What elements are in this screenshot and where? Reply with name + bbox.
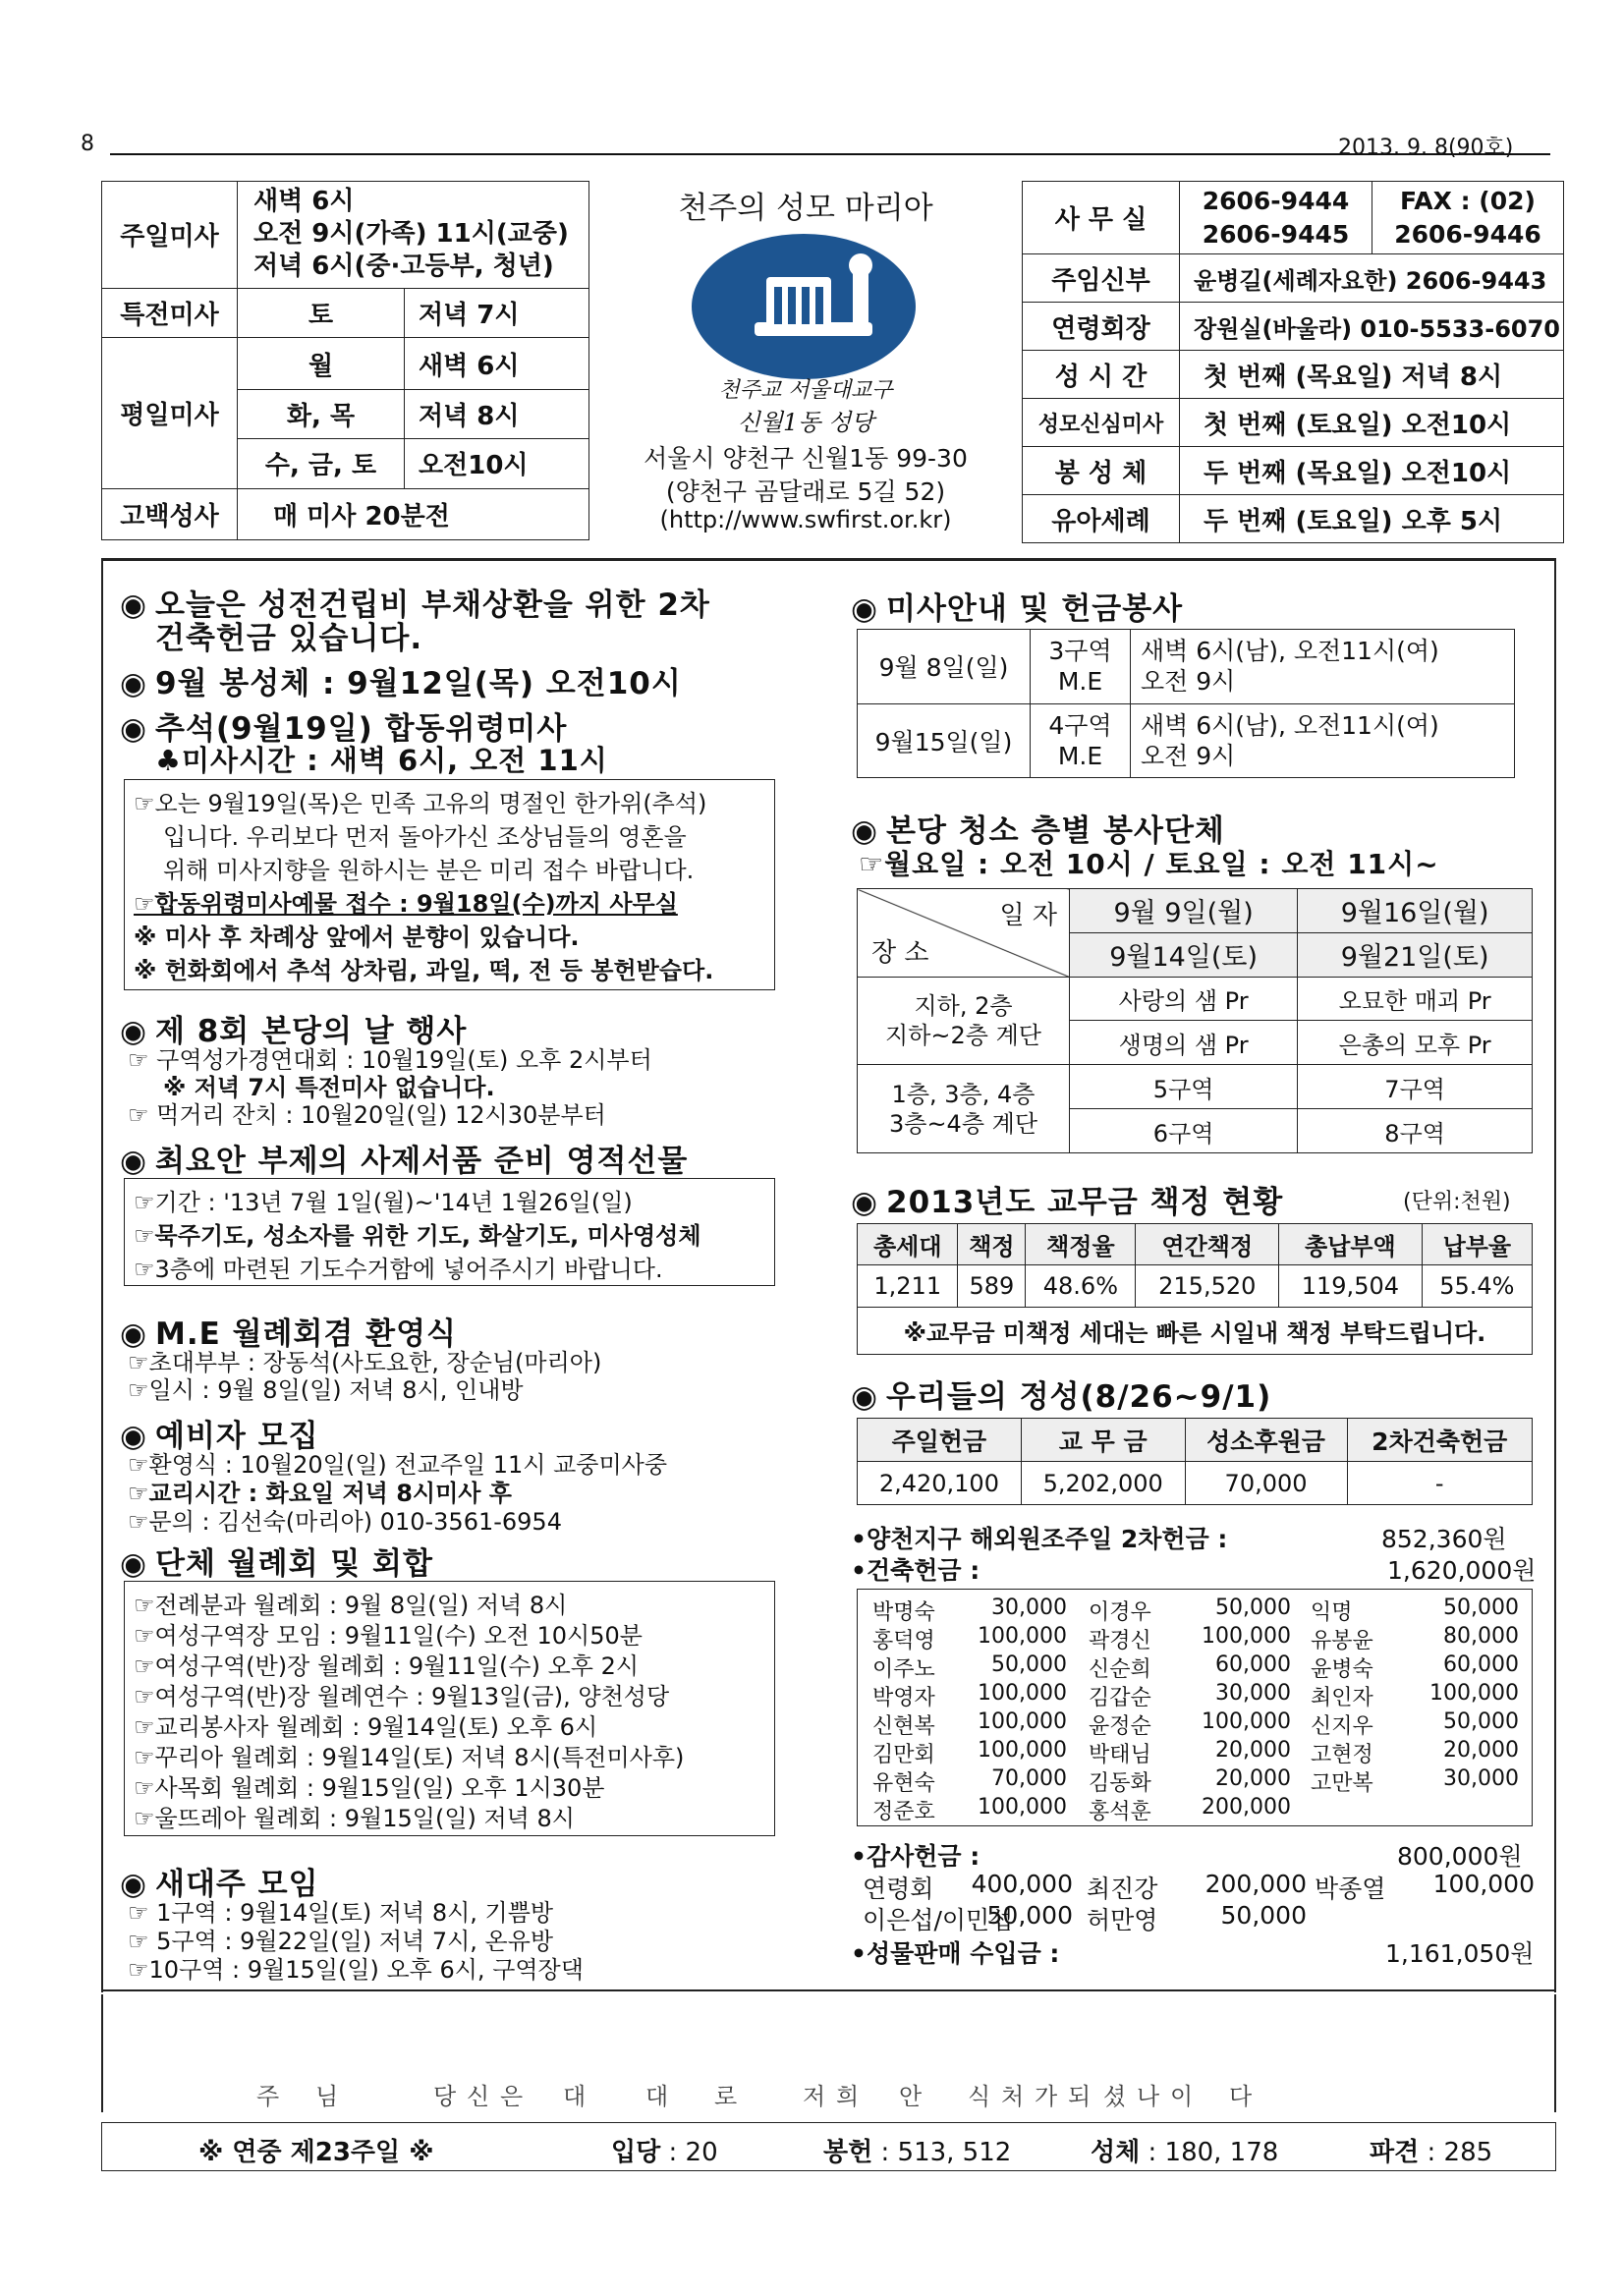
overseas-label: •양천지구 해외원조주일 2차헌금 : — [851, 1525, 1228, 1553]
donor-amount: 30,000 — [1215, 1681, 1291, 1706]
donor-amount: 100,000 — [978, 1738, 1067, 1763]
lyric-syllable: 이 — [1170, 2083, 1194, 2110]
mass-group — [1031, 630, 1131, 704]
place-line: 1층, 3층, 4층 — [891, 1080, 1036, 1108]
bullet-icon: ◉ — [120, 1316, 148, 1352]
lyrics-line — [101, 2077, 1556, 2108]
contact-value: 두 번째 (목요일) 오전10시 — [1180, 447, 1564, 495]
offering-value: 70,000 — [1185, 1462, 1347, 1505]
thanks-label: •감사헌금 : — [851, 1842, 980, 1871]
fax-line: FAX : (02) — [1400, 186, 1536, 215]
contact-value: 두 번째 (토요일) 오후 5시 — [1180, 495, 1564, 543]
lyric-syllable: 은 — [500, 2083, 524, 2110]
date-cell: 9월 9일(월) — [1070, 889, 1298, 933]
info-line: ☞초대부부 : 장동석(사도요한, 장순님(마리아) — [128, 1349, 602, 1376]
offertory-hymn: 봉헌 : 513, 512 — [823, 2138, 1012, 2167]
contact-value: 첫 번째 (목요일) 저녁 8시 — [1180, 351, 1564, 399]
box-line: 입니다. 우리보다 먼저 돌아가신 조상님들의 영혼을 — [163, 823, 687, 851]
lyric-syllable: 처 — [1001, 2083, 1025, 2110]
mass-time-line: ♣미사시간 : 새벽 6시, 오전 11시 — [155, 744, 608, 777]
bullet-icon: ◉ — [120, 711, 148, 747]
dues-value: 119,504 — [1279, 1265, 1423, 1307]
main-frame-bottom — [101, 1989, 1556, 1991]
box-line: ☞기간 : '13년 7월 1일(월)~'14년 1월26일(일) — [134, 1189, 633, 1216]
donor-amount: 50,000 — [1215, 1596, 1291, 1620]
place-line: 3층~4층 계단 — [888, 1109, 1037, 1138]
lyric-syllable: 희 — [836, 2083, 860, 2110]
entrance-label: 입당 — [611, 2138, 661, 2167]
dues-note: ※교무금 미책정 세대는 빠른 시일내 책정 부탁드립니다. — [858, 1307, 1533, 1354]
dues-table — [857, 1223, 1533, 1355]
lyric-syllable: 주 — [256, 2083, 280, 2110]
unit-label: (단위:천원) — [1403, 1190, 1511, 1214]
heading-text: 단체 월례회 및 회합 — [155, 1546, 433, 1582]
offering-value: - — [1347, 1462, 1533, 1505]
thanks-name: 이은섭/이민섭 — [863, 1906, 1014, 1934]
donor-name: 박명숙 — [872, 1600, 935, 1625]
donor-name: 박태님 — [1089, 1743, 1151, 1767]
bullet-icon: ◉ — [851, 813, 879, 849]
donor-name: 윤병숙 — [1311, 1657, 1373, 1682]
issue-date: 2013. 9. 8(90호) — [1338, 136, 1514, 160]
place-cell — [858, 977, 1070, 1065]
thanks-name: 연령회 — [863, 1875, 934, 1903]
special-mass-label: 특전미사 — [102, 288, 238, 337]
bullet-icon: ◉ — [851, 591, 879, 627]
goods-label: •성물판매 수입금 : — [851, 1939, 1060, 1968]
offertory-value: 513, 512 — [897, 2138, 1012, 2167]
donor-name: 정준호 — [872, 1800, 935, 1824]
office-phone: 2606-9445 — [1202, 219, 1350, 249]
dues-value: 589 — [958, 1265, 1026, 1307]
donor-amount: 200,000 — [1202, 1795, 1291, 1820]
time-line: 새벽 6시(남), 오전11시(여) — [1141, 710, 1439, 740]
goods-value: 1,161,050원 — [1385, 1939, 1535, 1968]
group-cell: 사랑의 샘 Pr — [1070, 977, 1298, 1021]
bullet-icon: ◉ — [851, 1379, 879, 1415]
group-line: 3구역 — [1048, 637, 1112, 666]
recessional-hymn: 파견 : 285 — [1370, 2138, 1493, 2167]
offertory-label: 봉헌 — [823, 2138, 873, 2167]
box-line: ☞교리봉사자 월례회 : 9월14일(토) 오후 6시 — [134, 1713, 598, 1741]
lyric-syllable: 님 — [315, 2083, 339, 2110]
thanks-amount: 50,000 — [986, 1901, 1073, 1930]
place-line: 지하, 2층 — [914, 991, 1013, 1020]
communion-label: 성체 — [1091, 2138, 1141, 2167]
lyric-syllable: 로 — [714, 2083, 738, 2110]
sunday-mass-label: 주일미사 — [102, 182, 238, 289]
lyric-syllable: 대 — [645, 2083, 669, 2110]
lyric-syllable: 신 — [467, 2083, 490, 2110]
lyric-syllable: 안 — [899, 2083, 923, 2110]
entrance-value: 20 — [685, 2138, 718, 2167]
bullet-icon: ◉ — [120, 1014, 148, 1049]
box-line: ☞울뜨레아 월례회 : 9월15일(일) 저녁 8시 — [134, 1805, 575, 1832]
place-cell — [858, 1065, 1070, 1153]
building-label: •건축헌금 : — [851, 1556, 980, 1585]
special-mass-time: 저녁 7시 — [405, 288, 589, 337]
info-line: ☞환영식 : 10월20일(일) 전교주일 11시 교중미사중 — [128, 1451, 668, 1479]
heading-text: 미사안내 및 헌금봉사 — [886, 591, 1184, 627]
donor-amount: 100,000 — [978, 1624, 1067, 1649]
box-line: ☞3층에 마련된 기도수거함에 넣어주시기 바랍니다. — [134, 1256, 663, 1283]
donor-amount: 20,000 — [1443, 1738, 1519, 1763]
date-cell: 9월14일(토) — [1070, 932, 1298, 977]
donor-name: 고현정 — [1311, 1743, 1373, 1767]
section-heading — [851, 1177, 1283, 1221]
donor-name: 홍덕영 — [872, 1629, 935, 1653]
dues-value: 55.4% — [1422, 1265, 1532, 1307]
donor-amount: 100,000 — [978, 1795, 1067, 1820]
thanks-amount: 400,000 — [971, 1870, 1073, 1898]
place-line: 지하~2층 계단 — [885, 1021, 1041, 1049]
donor-name: 신순희 — [1089, 1657, 1151, 1682]
dues-value: 1,211 — [858, 1265, 958, 1307]
box-line: ☞여성구역(반)장 월례회 : 9월11일(수) 오후 2시 — [134, 1652, 640, 1680]
box-line: 위해 미사지향을 원하시는 분은 미리 접수 바랍니다. — [163, 857, 695, 884]
parish-road-address: (양천구 곰달래로 5길 52) — [665, 477, 946, 506]
cleaning-corner — [858, 889, 1070, 978]
time-line: 새벽 6시(남), 오전11시(여) — [1141, 637, 1439, 666]
dues-value: 48.6% — [1026, 1265, 1136, 1307]
mass-time — [1131, 703, 1515, 778]
offering-value: 2,420,100 — [858, 1462, 1022, 1505]
donor-amount: 70,000 — [991, 1766, 1067, 1791]
info-line: ☞일시 : 9월 8일(일) 저녁 8시, 인내방 — [128, 1376, 524, 1404]
donor-amount: 100,000 — [1202, 1709, 1291, 1734]
group-cell: 생명의 샘 Pr — [1070, 1021, 1298, 1065]
info-line: ☞ 먹거리 잔치 : 10월20일(일) 12시30분부터 — [128, 1101, 606, 1129]
weekday-time: 오전10시 — [405, 439, 589, 488]
info-line: ※ 저녁 7시 특전미사 없습니다. — [163, 1074, 495, 1101]
mass-group — [1031, 703, 1131, 778]
bullet-icon: ◉ — [120, 666, 148, 701]
thanks-name: 최진강 — [1087, 1875, 1158, 1903]
box-line: ☞전례분과 월례회 : 9월 8일(일) 저녁 8시 — [134, 1592, 568, 1619]
donor-amount: 100,000 — [978, 1709, 1067, 1734]
diocese-name: 천주교 서울대교구 — [718, 378, 893, 403]
contact-value: 윤병길(세례자요한) 2606-9443 — [1180, 254, 1564, 303]
donor-amount: 100,000 — [978, 1681, 1067, 1706]
lyric-syllable: 셨 — [1103, 2083, 1127, 2110]
bullet-icon: ◉ — [851, 1185, 879, 1220]
bullet-icon: ◉ — [120, 1144, 148, 1179]
overseas-value: 852,360원 — [1381, 1525, 1507, 1553]
dues-header: 책정 — [958, 1224, 1026, 1265]
dues-value: 215,520 — [1136, 1265, 1279, 1307]
donor-amount: 80,000 — [1443, 1624, 1519, 1649]
box-line: ☞오는 9월19일(목)은 민족 고유의 명절인 한가위(추석) — [134, 790, 707, 817]
sunday-time-line: 저녁 6시(중·고등부, 청년) — [253, 252, 554, 282]
group-line: 4구역 — [1048, 710, 1112, 740]
mass-table — [101, 181, 589, 540]
donor-amount: 30,000 — [991, 1596, 1067, 1620]
offering-table — [857, 1418, 1533, 1505]
dues-header: 연간책정 — [1136, 1224, 1279, 1265]
donor-name: 이경우 — [1089, 1600, 1151, 1625]
sunday-mass-times — [238, 182, 589, 289]
heading-text: 2013년도 교무금 책정 현황 — [886, 1185, 1284, 1220]
bullet-icon: ◉ — [120, 1419, 148, 1454]
mass-time — [1131, 630, 1515, 704]
heading-text: 오늘은 성전건립비 부채상환을 위한 2차 — [155, 588, 710, 623]
thanks-name: 박종열 — [1315, 1875, 1386, 1903]
group-line: M.E — [1057, 741, 1103, 770]
info-line: ☞문의 : 김선숙(마리아) 010-3561-6954 — [128, 1508, 562, 1536]
heading-text: 제 8회 본당의 날 행사 — [155, 1014, 468, 1049]
donor-name: 신지우 — [1311, 1714, 1373, 1739]
box-line: ☞여성구역(반)장 월례연수 : 9월13일(금), 양천성당 — [134, 1683, 670, 1710]
time-line: 오전 9시 — [1141, 741, 1236, 770]
info-line: ☞ 구역성가경연대회 : 10월19일(토) 오후 2시부터 — [128, 1046, 652, 1074]
heading-text: 새대주 모임 — [155, 1867, 319, 1902]
entrance-hymn: 입당 : 20 — [611, 2138, 718, 2167]
donor-name: 박영자 — [872, 1686, 935, 1710]
header-rule — [110, 153, 1550, 155]
donor-name: 고만복 — [1311, 1771, 1373, 1796]
donor-amount: 50,000 — [1443, 1709, 1519, 1734]
section-heading — [851, 584, 1183, 628]
mass-date: 9월 8일(일) — [858, 630, 1031, 704]
fax-line: 2606-9446 — [1394, 219, 1541, 249]
weekday-day: 월 — [238, 338, 405, 389]
lyric-syllable: 대 — [563, 2083, 587, 2110]
box-line: ☞묵주기도, 성소자를 위한 기도, 화살기도, 미사영성체 — [134, 1222, 701, 1250]
heading-text: 예비자 모집 — [155, 1419, 319, 1454]
communion-hymn: 성체 : 180, 178 — [1091, 2138, 1279, 2167]
page-number: 8 — [81, 132, 94, 156]
offering-header: 주일헌금 — [858, 1419, 1022, 1462]
donor-name: 이주노 — [872, 1657, 935, 1682]
donor-name: 홍석훈 — [1089, 1800, 1151, 1824]
contact-label: 주임신부 — [1023, 254, 1180, 303]
donor-name: 신현복 — [872, 1714, 935, 1739]
heading-text: 9월 봉성체 : 9월12일(목) 오전10시 — [155, 666, 682, 701]
parish-patron: 천주의 성모 마리아 — [678, 191, 933, 226]
lyric-syllable: 가 — [1035, 2083, 1058, 2110]
group-cell: 5구역 — [1070, 1065, 1298, 1109]
contact-value: 장원실(바울라) 010-5533-6070 — [1180, 303, 1564, 351]
contact-label: 봉 성 체 — [1023, 447, 1180, 495]
weekday-day: 수, 금, 토 — [238, 439, 405, 488]
weekday-time: 새벽 6시 — [405, 338, 589, 389]
section-heading — [120, 1539, 433, 1583]
bullet-icon: ◉ — [120, 1546, 148, 1582]
heading-text: 최요안 부제의 사제서품 준비 영적선물 — [155, 1144, 689, 1179]
contact-label: 연령회장 — [1023, 303, 1180, 351]
weekday-day: 화, 목 — [238, 389, 405, 438]
info-line: ☞ 5구역 : 9월22일(일) 저녁 7시, 온유방 — [128, 1928, 554, 1955]
mass-info-table — [857, 629, 1515, 778]
sunday-time-line: 오전 9시(가족) 11시(교중) — [253, 219, 569, 250]
group-cell: 오묘한 매괴 Pr — [1298, 977, 1533, 1021]
dues-header: 납부율 — [1422, 1224, 1532, 1265]
weekday-time: 저녁 8시 — [405, 389, 589, 438]
communion-value: 180, 178 — [1164, 2138, 1279, 2167]
dues-header: 책정율 — [1026, 1224, 1136, 1265]
donor-amount: 100,000 — [1429, 1681, 1519, 1706]
cleaning-schedule: ☞월요일 : 오전 10시 / 토요일 : 오전 11시~ — [859, 848, 1439, 880]
offering-header: 교 무 금 — [1021, 1419, 1185, 1462]
parish-logo — [686, 228, 931, 385]
lyric-syllable: 저 — [803, 2083, 826, 2110]
donor-name: 유현숙 — [872, 1771, 935, 1796]
weekday-mass-label: 평일미사 — [102, 338, 238, 488]
donor-name: 윤정순 — [1089, 1714, 1151, 1739]
contact-label: 성 시 간 — [1023, 351, 1180, 399]
time-line: 오전 9시 — [1141, 667, 1236, 697]
mass-date: 9월15일(일) — [858, 703, 1031, 778]
heading-text: 본당 청소 층별 봉사단체 — [886, 813, 1225, 849]
contact-label: 성모신심미사 — [1023, 399, 1180, 447]
parish-address: 서울시 양천구 신월1동 99-30 — [644, 444, 968, 473]
donor-amount: 60,000 — [1215, 1652, 1291, 1677]
office-label: 사 무 실 — [1023, 182, 1180, 254]
dues-header: 총납부액 — [1279, 1224, 1423, 1265]
donor-name: 최인자 — [1311, 1686, 1373, 1710]
date-header: 일 자 — [999, 901, 1057, 930]
contact-label: 유아세례 — [1023, 495, 1180, 543]
heading-text: M.E 월례회겸 환영식 — [155, 1316, 458, 1352]
offering-header: 성소후원금 — [1185, 1419, 1347, 1462]
thanks-amount: 50,000 — [1220, 1901, 1307, 1930]
box-line: ☞합동위령미사예물 접수 : 9월18일(수)까지 사무실 — [134, 890, 678, 918]
section-heading — [120, 658, 682, 702]
bullet-icon: ◉ — [120, 588, 148, 623]
offering-value: 5,202,000 — [1021, 1462, 1185, 1505]
lyric-syllable: 식 — [968, 2083, 991, 2110]
donor-name: 곽경신 — [1089, 1629, 1151, 1653]
group-cell: 은총의 모후 Pr — [1298, 1021, 1533, 1065]
thanks-name: 허만영 — [1087, 1906, 1158, 1934]
week-label: ※ 연중 제23주일 ※ — [198, 2138, 434, 2167]
donor-name: 김동화 — [1089, 1771, 1151, 1796]
office-phone: 2606-9444 — [1202, 186, 1350, 215]
info-line: ☞교리시간 : 화요일 저녁 8시미사 후 — [128, 1480, 512, 1507]
donor-amount: 100,000 — [1202, 1624, 1291, 1649]
contact-value: 첫 번째 (토요일) 오전10시 — [1180, 399, 1564, 447]
donor-amount: 50,000 — [991, 1652, 1067, 1677]
special-mass-day: 토 — [238, 288, 405, 337]
lyric-syllable: 다 — [1229, 2083, 1253, 2110]
box-line: ☞사목회 월례회 : 9월15일(일) 오후 1시30분 — [134, 1774, 605, 1802]
donor-name: 유봉윤 — [1311, 1629, 1373, 1653]
donor-amount: 20,000 — [1215, 1738, 1291, 1763]
lyric-syllable: 되 — [1068, 2083, 1092, 2110]
confession-label: 고백성사 — [102, 488, 238, 539]
offering-header: 2차건축헌금 — [1347, 1419, 1533, 1462]
heading-text: 추석(9월19일) 합동위령미사 — [155, 711, 568, 747]
recessional-value: 285 — [1443, 2138, 1493, 2167]
info-line: ☞10구역 : 9월15일(일) 오후 6시, 구역장댁 — [128, 1956, 584, 1984]
thanks-amount: 200,000 — [1204, 1870, 1307, 1898]
donor-amount: 20,000 — [1215, 1766, 1291, 1791]
thanks-amount: 100,000 — [1432, 1870, 1535, 1898]
building-value: 1,620,000원 — [1387, 1556, 1537, 1585]
donor-name: 익명 — [1311, 1600, 1353, 1625]
cleaning-table — [857, 888, 1533, 1153]
thanks-value: 800,000원 — [1397, 1842, 1523, 1871]
contact-table — [1022, 181, 1564, 543]
lyric-syllable: 당 — [433, 2083, 457, 2110]
parish-website: (http://www.swfirst.or.kr) — [659, 506, 952, 533]
box-line: ☞꾸리아 월례회 : 9월14일(토) 저녁 8시(특전미사후) — [134, 1744, 685, 1771]
section-heading-cont: 건축헌금 있습니다. — [155, 621, 423, 656]
group-cell: 6구역 — [1070, 1109, 1298, 1153]
heading-text: 우리들의 정성(8/26~9/1) — [886, 1379, 1272, 1415]
recessional-label: 파견 — [1370, 2138, 1420, 2167]
lyric-syllable: 나 — [1137, 2083, 1160, 2110]
donor-name: 김만회 — [872, 1743, 935, 1767]
place-header: 장 소 — [871, 937, 929, 968]
sunday-time-line: 새벽 6시 — [253, 187, 355, 217]
fax-number — [1372, 182, 1564, 254]
parish-name: 신월1동 성당 — [737, 409, 874, 436]
info-line: ☞ 1구역 : 9월14일(토) 저녁 8시, 기쁨방 — [128, 1899, 554, 1927]
donor-amount: 30,000 — [1443, 1766, 1519, 1791]
box-line: ※ 헌화회에서 추석 상차림, 과일, 떡, 전 등 봉헌받습다. — [134, 957, 714, 984]
bullet-icon: ◉ — [120, 1867, 148, 1902]
group-cell: 7구역 — [1298, 1065, 1533, 1109]
section-heading — [851, 1372, 1271, 1416]
box-line: ☞여성구역장 모임 : 9월11일(수) 오전 10시50분 — [134, 1622, 643, 1650]
group-line: M.E — [1057, 667, 1103, 697]
office-phones — [1180, 182, 1372, 254]
dues-header: 총세대 — [858, 1224, 958, 1265]
donor-amount: 50,000 — [1443, 1596, 1519, 1620]
date-cell: 9월21일(토) — [1298, 932, 1533, 977]
donor-amount: 60,000 — [1443, 1652, 1519, 1677]
donor-name: 김갑순 — [1089, 1686, 1151, 1710]
box-line: ※ 미사 후 차례상 앞에서 분향이 있습니다. — [134, 924, 580, 951]
date-cell: 9월16일(월) — [1298, 889, 1533, 933]
confession-value: 매 미사 20분전 — [238, 488, 589, 539]
group-cell: 8구역 — [1298, 1109, 1533, 1153]
section-heading — [120, 1136, 688, 1180]
